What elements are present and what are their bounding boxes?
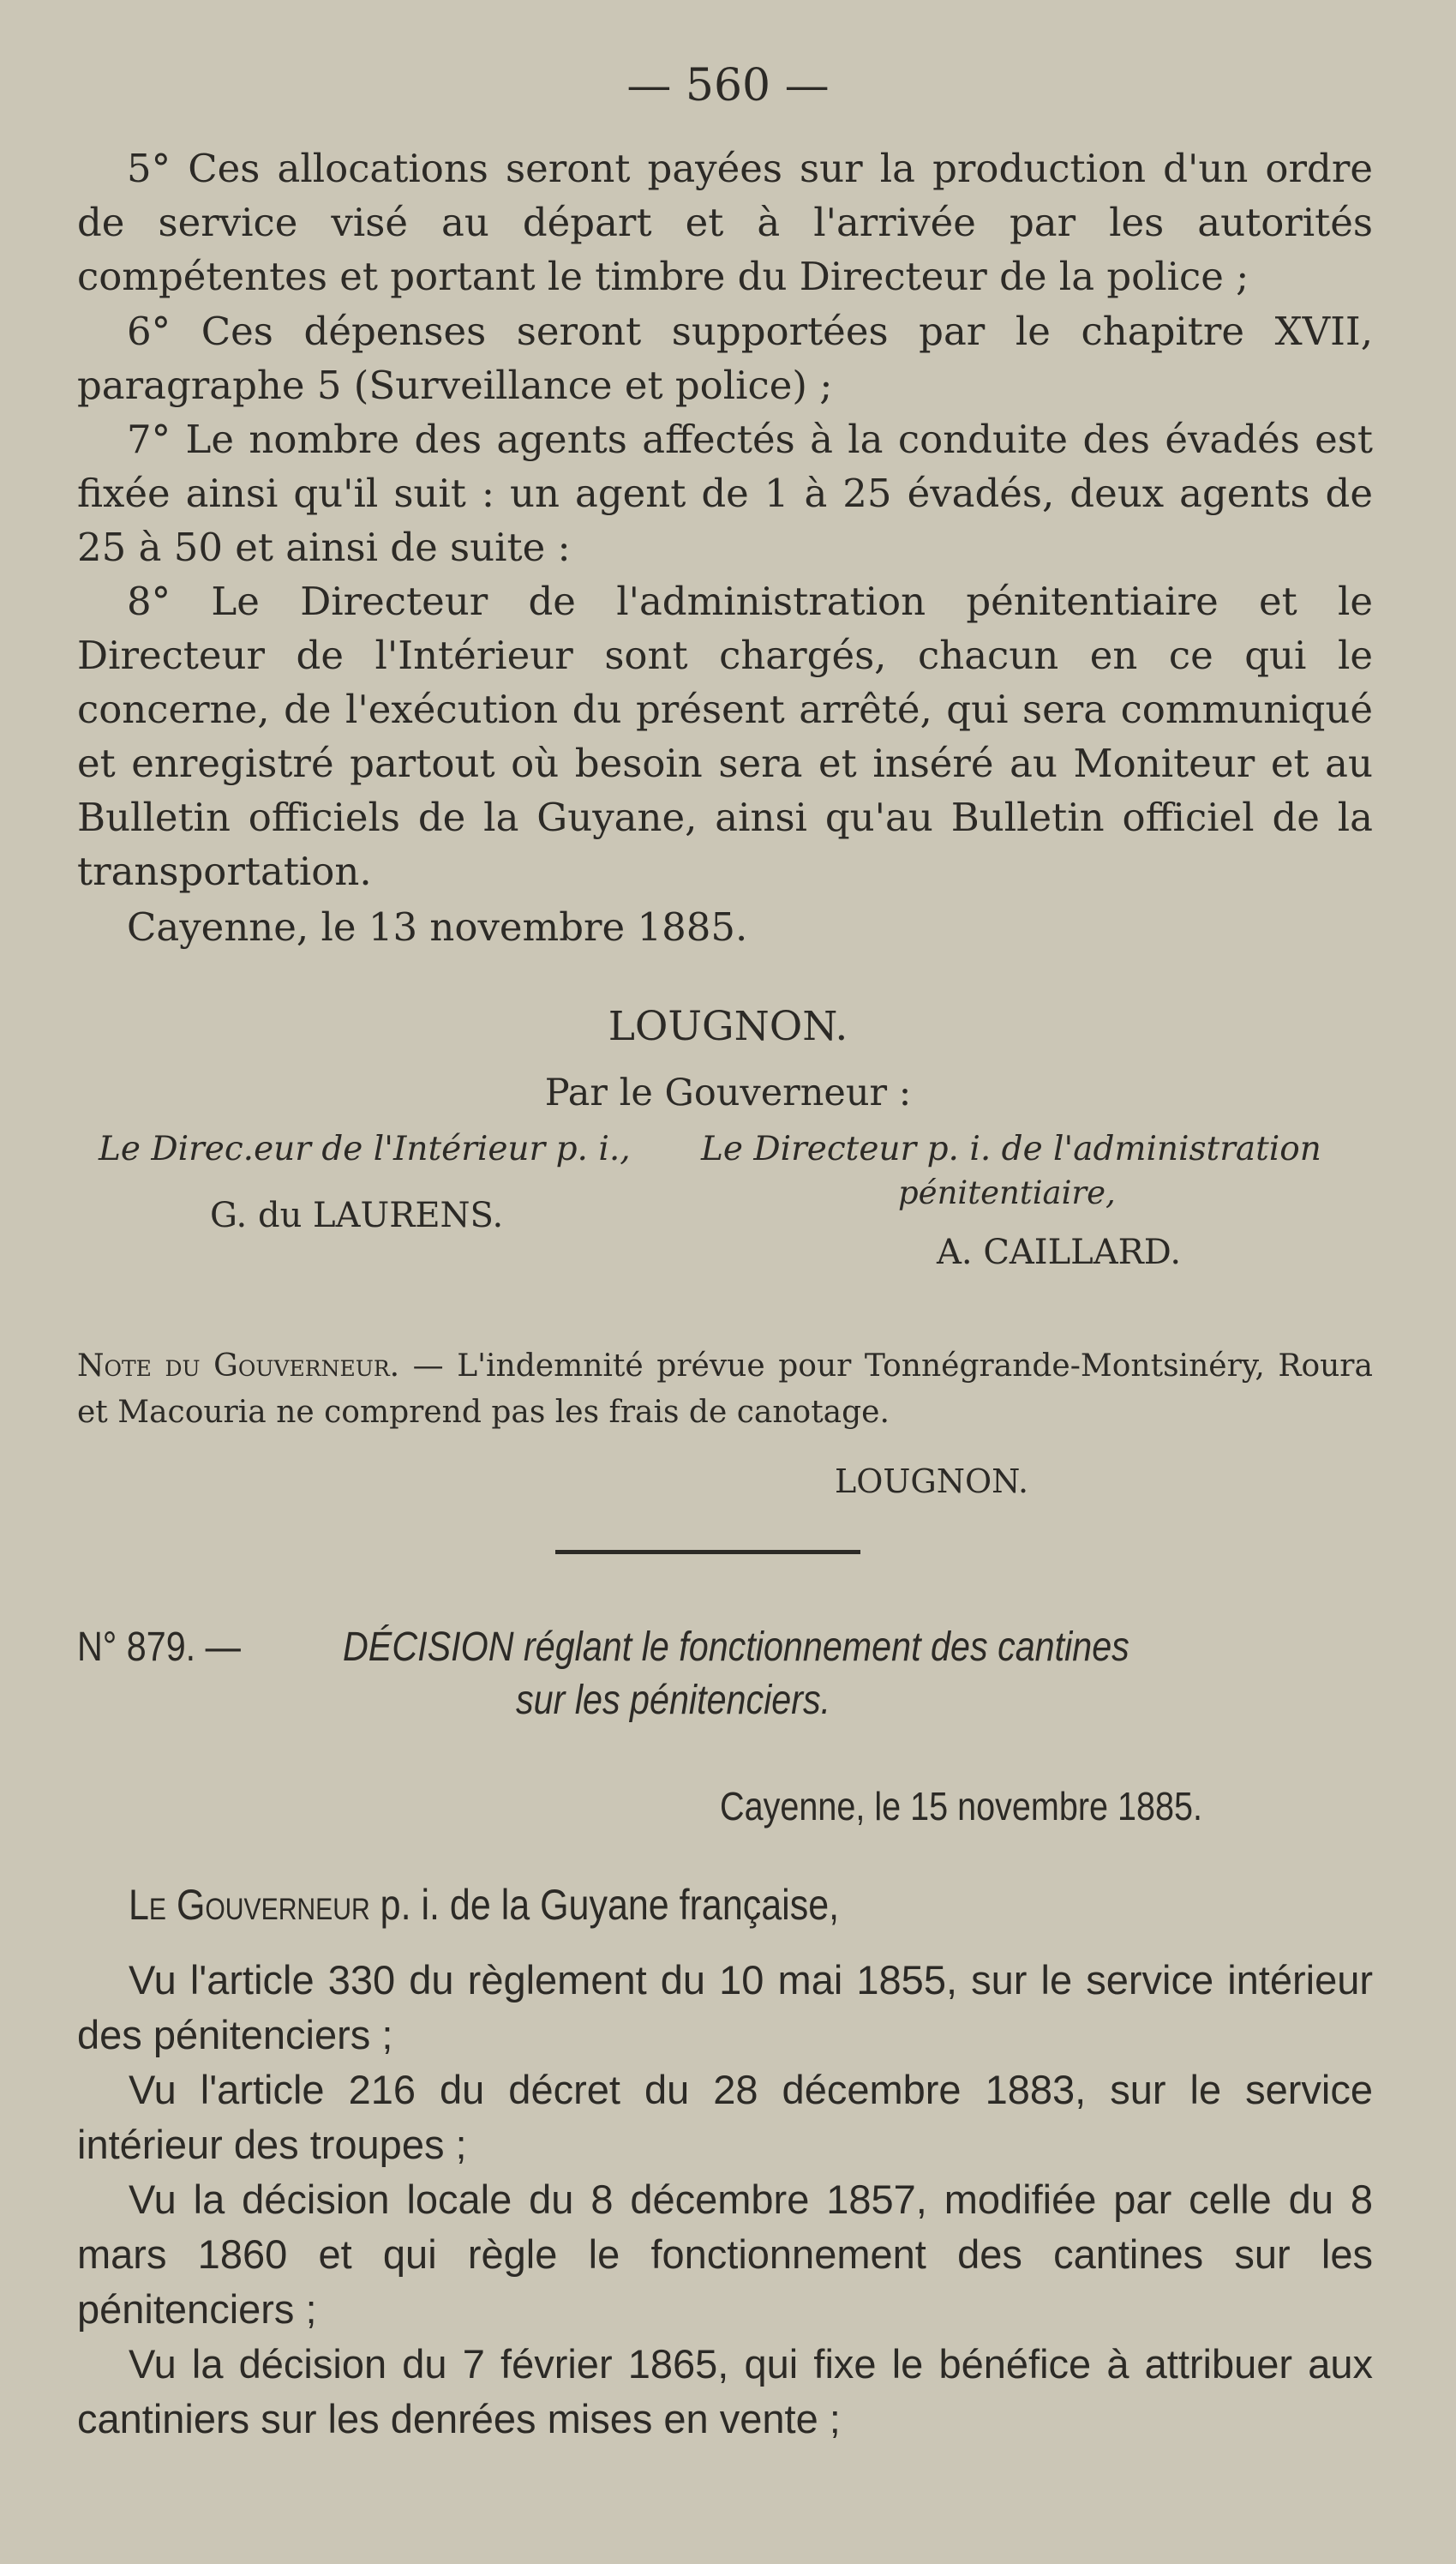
par-le-gouverneur: Par le Gouverneur : [544,1072,912,1114]
left-signatory-title: Le Direc.eur de l'Intérieur p. i., [99,1130,631,1168]
section-divider [555,1550,860,1554]
vu-paragraph-4: Vu la décision du 7 février 1865, qui fixe le bénéfice à attribuer aux cantiniers sur les denrées mises en vente ; [77,2341,1373,2441]
article-paragraph-8: 8° Le Directeur de l'administration pénitentiaire et le Directeur de l'Intérieur sont chargés, chacun en ce qui le concerne, de l'exécution du présent arrêté, qui sera communiqué et enregistré partout où besoin sera et inséré au Moniteur et au Bulletin officiels de la Guyane, ainsi qu'au Bulletin officiel de la transportation. [77,579,1373,894]
gouverneur-rest: p. i. de la Guyane française, [369,1881,840,1929]
note-signer: LOUGNON. [835,1462,1029,1500]
governor-note [77,1343,1373,1436]
decision-title-line-2: sur les pénitenciers. [516,1678,831,1723]
right-signatory-title-cont: pénitentiaire, [898,1174,1116,1211]
right-signatory-title: Le Directeur p. i. de l'administration [701,1130,1321,1168]
gouverneur-line [129,1880,839,1930]
gouverneur-label: Le Gouverneur [129,1881,370,1929]
page-number: — 560 — [626,60,830,111]
note-text: — L'indemnité prévue pour Tonnégrande-Montsinéry, Roura et Macouria ne comprend pas les frais de canotage. [77,1348,1373,1430]
arrete-signer: LOUGNON. [608,1003,848,1050]
decision-number: N° 879. — [77,1624,241,1670]
left-signatory-name: G. du LAURENS. [210,1196,504,1235]
note-label: Note du Gouverneur. [77,1348,400,1384]
article-paragraph-5: 5° Ces allocations seront payées sur la production d'un ordre de service visé au départ et à l'arrivée par les autorités compétentes et portant le timbre du Directeur de la police ; [77,146,1373,299]
article-paragraph-6: 6° Ces dépenses seront supportées par le chapitre XVII, paragraphe 5 (Surveillance et police) ; [77,309,1373,408]
vu-paragraph-2: Vu l'article 216 du décret du 28 décembre 1883, sur le service intérieur des troupes ; [77,2067,1373,2167]
vu-paragraph-3: Vu la décision locale du 8 décembre 1857, modifiée par celle du 8 mars 1860 et qui règle le fonctionnement des cantines sur les pénitenciers ; [77,2177,1373,2332]
right-signatory-name: A. CAILLARD. [937,1233,1182,1272]
arrete-date: Cayenne, le 13 novembre 1885. [127,904,748,950]
decision-title-line-1: DÉCISION réglant le fonctionnement des cantines [343,1624,1129,1670]
vu-paragraph-1: Vu l'article 330 du règlement du 10 mai 1855, sur le service intérieur des pénitenciers ; [77,1957,1373,2057]
article-paragraph-7: 7° Le nombre des agents affectés à la conduite des évadés est fixée ainsi qu'il suit : un agent de 1 à 25 évadés, deux agents de 25 à 50 et ainsi de suite : [77,417,1373,570]
decision-date: Cayenne, le 15 novembre 1885. [720,1784,1203,1828]
